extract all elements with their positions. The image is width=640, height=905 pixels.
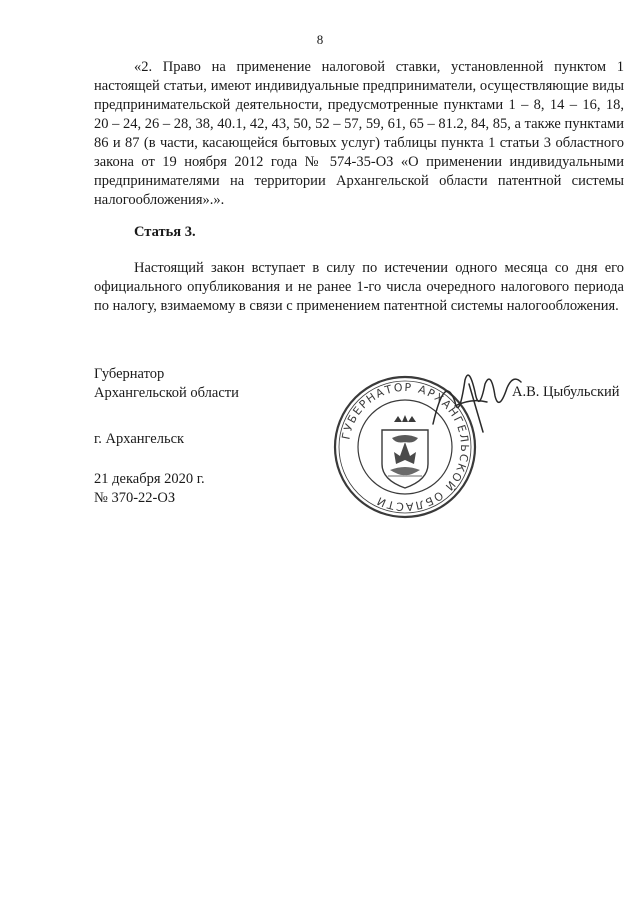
signatory-title (94, 365, 239, 403)
page-number: 8 (316, 32, 324, 47)
article-heading: Статья 3. (134, 224, 196, 240)
law-date: 21 декабря 2020 г. (94, 471, 205, 487)
seal-text: ГУБЕРНАТОР АРХАНГЕЛЬСКОЙ ОБЛАСТИ (339, 380, 472, 514)
signatory-title-line2: Архангельской области (94, 385, 239, 401)
law-number: № 370-22-ОЗ (94, 490, 176, 506)
signatory-title-line1: Губернатор (94, 366, 165, 382)
amendment-paragraph: «2. Право на применение налоговой ставки, установленной пунктом 1 настоящей статьи, имеют индивидуальные предприниматели, осуществляющие виды предпринимательской деятельности, предусмотренные пунктами 1 – 8, 14 – 16, 18, 20 – 24, 26 – 28, 38, 40.1, 42, 43, 50, 52 – 57, 59, 61, 65 – 81.2, 84, 85, а также пунктами 86 и 87 (в части, касающейся бытовых услуг) таблицы пункта 1 статьи 3 областного закона от 19 ноября 2012 года № 574-35-ОЗ «О применении индивидуальными предпринимателями на территории Архангельской области патентной системы налогообложения».». (94, 59, 624, 208)
effective-date-paragraph: Настоящий закон вступает в силу по истечении одного месяца со дня его официального опубликования и не ранее 1-го числа очередного налогового периода по налогу, взимаемому в связи с применением патентной системы налогообложения. (94, 260, 624, 314)
city: г. Архангельск (94, 431, 185, 447)
handwritten-signature (425, 362, 530, 442)
coat-of-arms-emblem (382, 415, 428, 488)
date-block (94, 470, 205, 508)
signatory-name: А.В. Цыбульский (512, 384, 620, 400)
